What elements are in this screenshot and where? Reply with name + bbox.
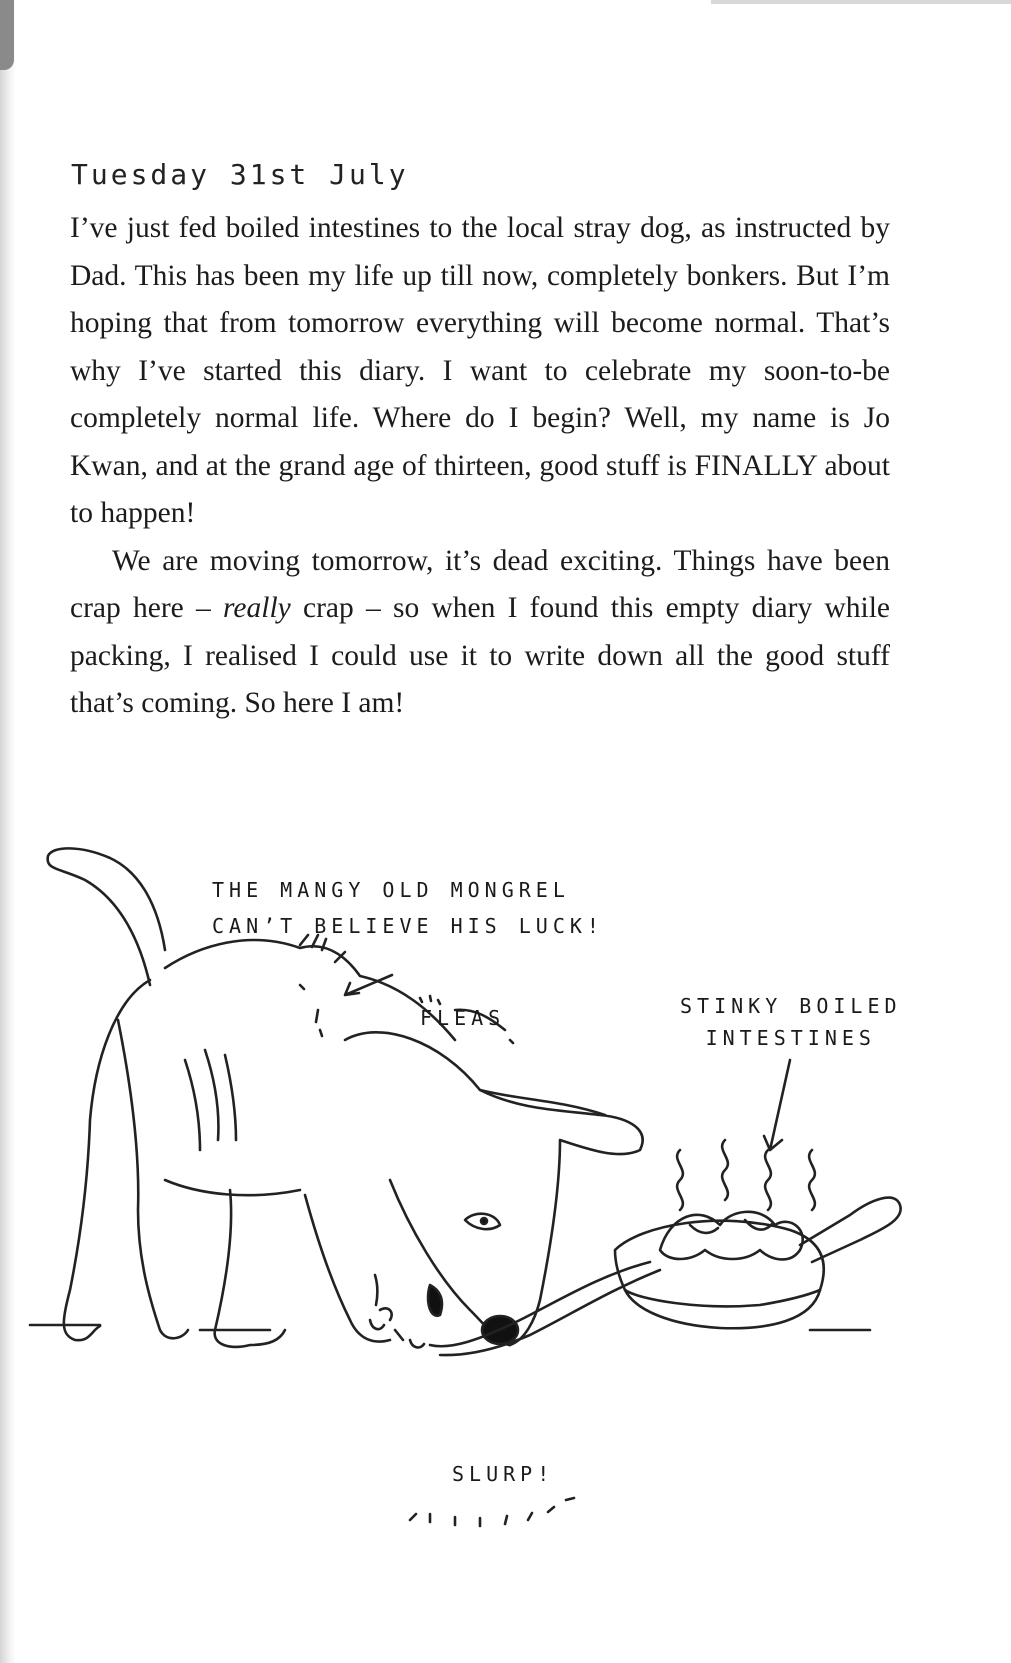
dog-back [165,940,455,1040]
slurp-dashes [410,1498,574,1526]
intestines-arrow [764,1060,790,1150]
dog-tongue [428,1285,442,1316]
diary-entry-date: Tuesday 31st July [71,158,409,191]
paragraph-1: I’ve just fed boiled intestines to the local stray dog, as instructed by Dad. This has been my life up till now, completely bonkers. But I’m hoping that from tomorrow everything will become normal. That’s why I’ve started this diary. I want to celebrate my soon-to-be completely normal life. Where do I begin? Well, my name is Jo Kwan, and at the grand age of thirteen, good stuff is FINALLY about to happen! [70,212,890,529]
intestines-label: STINKY BOILED INTESTINES [680,994,902,1050]
dog-tail [48,848,165,985]
dog-ribs [185,1050,236,1150]
dog-belly [165,1180,300,1195]
slurp-marks [370,1275,424,1347]
illustration-caption: THE MANGY OLD MONGREL CAN’T BELIEVE HIS LUCK! [212,878,604,938]
fleas-label: FLEAS [420,1006,506,1030]
slurp-sound-label: SLURP! [452,1462,555,1486]
paragraph-2: We are moving tomorrow, it’s dead exciting. Things have been crap here – really crap – so when I found this empty diary while packing, I realised I could use it to write down all the good stuff that’s coming. So here I am! [70,544,890,719]
dog-front-leg [215,1190,285,1347]
diary-entry-body [70,205,890,728]
dog-ear [480,1090,605,1115]
steam-lines [677,1140,815,1210]
intestines-pile [660,1212,803,1260]
page-edge [711,0,1011,4]
emphasis-really: really [223,592,291,624]
binding-cap [0,0,14,70]
